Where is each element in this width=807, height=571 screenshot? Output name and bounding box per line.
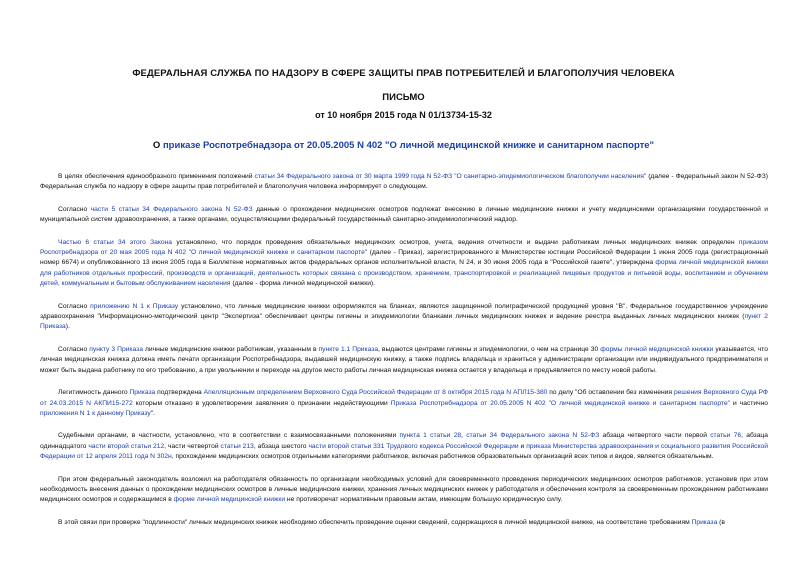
paragraph-5 bbox=[40, 345, 768, 376]
document-body bbox=[40, 172, 768, 540]
text: личные медицинские книжки работникам, указанным в bbox=[142, 345, 319, 353]
paragraph-9 bbox=[40, 518, 768, 528]
text: Согласно bbox=[58, 205, 91, 213]
labor-code-link[interactable]: части второй статьи 331 Трудового кодекса Российской Федерации bbox=[308, 442, 519, 450]
ministry-order-link[interactable]: приказа Министерства здравоохранения и социального развития Российской Федерации от 12 апреля 2011 года N 302н bbox=[40, 442, 768, 461]
law-link[interactable]: Частью 6 статьи 34 этого Закона bbox=[58, 238, 173, 246]
paragraph-6 bbox=[40, 388, 768, 419]
text: и частично bbox=[730, 399, 768, 407]
clause-link[interactable]: пункт 2 Приказа bbox=[40, 313, 768, 331]
law-link[interactable]: статьи 34 Федерального закона от 30 марта 1999 года N 52-ФЗ "О санитарно-эпидемиологическом благополучии населения" bbox=[254, 173, 647, 180]
text: В целях обеспечения единообразного применения положений bbox=[58, 173, 255, 180]
agency-heading: ФЕДЕРАЛЬНАЯ СЛУЖБА ПО НАДЗОРУ В СФЕРЕ ЗАЩИТЫ ПРАВ ПОТРЕБИТЕЛЕЙ И БЛАГОПОЛУЧИЯ ЧЕЛОВЕКА bbox=[132, 68, 675, 79]
doc-subject bbox=[0, 140, 807, 151]
text: данные о прохождении медицинских осмотров подлежат внесению в личные медицинские книжки и учету медицинскими организациями государственной и муниципальной систем здравоохранения, а также органами, осуществляющими федеральный государственный санитарно-эпидемиологический надзор. bbox=[40, 205, 768, 224]
text: Судебными органами, в частности, установлено, что в соответствии с взаимосвязанными положениями bbox=[58, 432, 400, 440]
doc-type-heading: ПИСЬМО bbox=[382, 92, 425, 103]
form-link[interactable]: форма личной медицинской книжки для работников отдельных профессий, производств и организаций, деятельность которых связана с производством, хранением, транспортировкой и реализацией пищевых продуктов и питьевой воды, воспитанием и обучением детей, коммунальным и бытовым обслуживанием населения bbox=[40, 259, 768, 288]
doc-reference: от 10 ноября 2015 года N 01/13734-15-32 bbox=[315, 110, 492, 120]
text: (далее - Федеральный закон N 52-ФЗ) Федеральная служба по надзору в сфере защиты прав потребителей и благополучия человека информирует о следующем. bbox=[40, 173, 768, 191]
text: (далее - форма личной медицинской книжки). bbox=[230, 280, 376, 288]
text: Легитимность данного bbox=[58, 389, 130, 397]
text: установлено, что личные медицинские книжки оформляются на бланках, являются защищенной полиграфической продукцией уровня "В". Федеральное государственное учреждение здравоохранения "Информационно-методический центр "Экспертиза" обеспечивает центры гигиены и эпидемиологии бланками личных медицинских книжек и ведение реестра выданных личных медицинских книжек ( bbox=[40, 302, 768, 321]
paragraph-8 bbox=[40, 475, 768, 506]
text: абзаца четвертого части первой bbox=[599, 432, 711, 440]
order-link[interactable]: Приказа bbox=[691, 518, 718, 526]
appendix-link[interactable]: приложения N 1 к данному Приказу bbox=[40, 409, 151, 417]
text: (в bbox=[717, 518, 725, 526]
text: по делу "Об оставлении без изменения bbox=[547, 389, 674, 397]
court-decision-link[interactable]: решения Верховного Суда РФ от 24.03.2015 N АКПИ15-272 bbox=[40, 389, 768, 407]
text: не противоречат нормативным правовым актам, имеющим большую юридическую силу. bbox=[285, 496, 563, 504]
clause-link[interactable]: пункте 1.1 Приказа bbox=[318, 345, 379, 353]
text: (далее - Приказ), зарегистрированного в Министерстве юстиции Российской Федерации 1 июня 2005 года (регистрационный номер 6674) и опубликованного 13 июня 2005 года в Бюллетене нормативных актов федеральных органов исполнительной власти, N 24, и 30 июня 2005 года в "Российской газете", утверждена bbox=[40, 249, 768, 267]
order-link[interactable]: приказом Роспотребнадзора от 20 мая 2005 года N 402 "О личной медицинской книжке и санитарном паспорте" bbox=[40, 238, 768, 257]
subject-prefix: О bbox=[152, 140, 163, 151]
law-link[interactable]: пункта 1 статьи 28 bbox=[399, 432, 462, 440]
text: , абзаца шестого bbox=[253, 442, 309, 450]
text: ). bbox=[65, 323, 70, 331]
text: , прохождение медицинских осмотров отдельными категориями работников, включая работников образовательных организаций всех типов и видов, является обязательным. bbox=[171, 453, 714, 461]
court-ruling-link[interactable]: Апелляционным определением Верховного Суда Российской Федерации от 8 октября 2015 года N АПЛ15-380 bbox=[203, 389, 548, 397]
labor-code-link[interactable]: статьи 76 bbox=[710, 432, 742, 440]
text: Согласно bbox=[58, 302, 91, 310]
paragraph-4 bbox=[40, 302, 768, 333]
form-link[interactable]: форме личной медицинской книжки bbox=[173, 496, 286, 504]
text: , bbox=[461, 432, 467, 440]
clause-link[interactable]: пункту 3 Приказа bbox=[89, 345, 143, 353]
law-link[interactable]: статьи 34 Федерального закона N 52-ФЗ bbox=[466, 432, 600, 440]
order-link[interactable]: Приказа Роспотребнадзора от 20.05.2005 N 402 "О личной медицинской книжке и санитарном паспорте" bbox=[390, 399, 731, 407]
labor-code-link[interactable]: статьи 213 bbox=[220, 442, 254, 450]
text: , абзаца одиннадцатого bbox=[40, 432, 768, 450]
paragraph-2 bbox=[40, 205, 768, 226]
text: указывается, что личная медицинская книжка должна иметь печати организации Роспотребнадзора, выдавшей медицинскую книжку, а также подпись владельца и храниться у администрации организации или индивидуального предпринимателя и может быть выдана работнику по его требованию, а при увольнении и переходе на другое место работы личная медицинская книжка остается у владельца и предъявляется по месту новой работы. bbox=[40, 345, 768, 374]
text: В этой связи при проверке "подлинности" личных медицинских книжек необходимо обеспечить проведение оценки сведений, содержащихся в личной медицинской книжке, на соответствие требованиям bbox=[58, 518, 692, 526]
text: , выдаются центрами гигиены и эпидемиологии, о чем на странице 30 bbox=[378, 345, 601, 353]
order-link[interactable]: Приказа bbox=[129, 389, 156, 397]
subject-link[interactable]: приказе Роспотребнадзора от 20.05.2005 N 402 "О личной медицинской книжке и санитарном паспорте" bbox=[162, 140, 655, 151]
law-link[interactable]: части 5 статьи 34 Федерального закона N 52-ФЗ bbox=[90, 205, 253, 213]
appendix-link[interactable]: приложению N 1 к Приказу bbox=[90, 302, 179, 310]
text: Согласно bbox=[58, 345, 90, 353]
text: которым отказано в удовлетворении заявления о признании недействующими bbox=[132, 399, 391, 407]
text: и bbox=[518, 442, 527, 450]
text: , части четвертой bbox=[164, 442, 221, 450]
text: установлено, что порядок проведения обязательных медицинских осмотров, учета, ведения отчетности и выдачи работникам личных медицинских книжек определен bbox=[172, 238, 739, 246]
text: При этом федеральный законодатель возложил на работодателя обязанность по организации необходимых условий для своевременного проведения периодических медицинских осмотров работников, установив при этом необходимость внесения данных о прохождении медицинских осмотров в личные медицинские книжки, хранения личных медицинских книжек у работодателя и обеспечения контроля за своевременным прохождением работниками медицинских осмотров и содержащимся в bbox=[40, 475, 768, 504]
text: подтверждена bbox=[155, 389, 204, 397]
text: ". bbox=[150, 409, 155, 417]
paragraph-7 bbox=[40, 431, 768, 462]
paragraph-1 bbox=[40, 172, 768, 193]
form-link[interactable]: формы личной медицинской книжки bbox=[600, 345, 714, 353]
paragraph-3 bbox=[40, 238, 768, 290]
labor-code-link[interactable]: части второй статьи 212 bbox=[88, 442, 165, 450]
